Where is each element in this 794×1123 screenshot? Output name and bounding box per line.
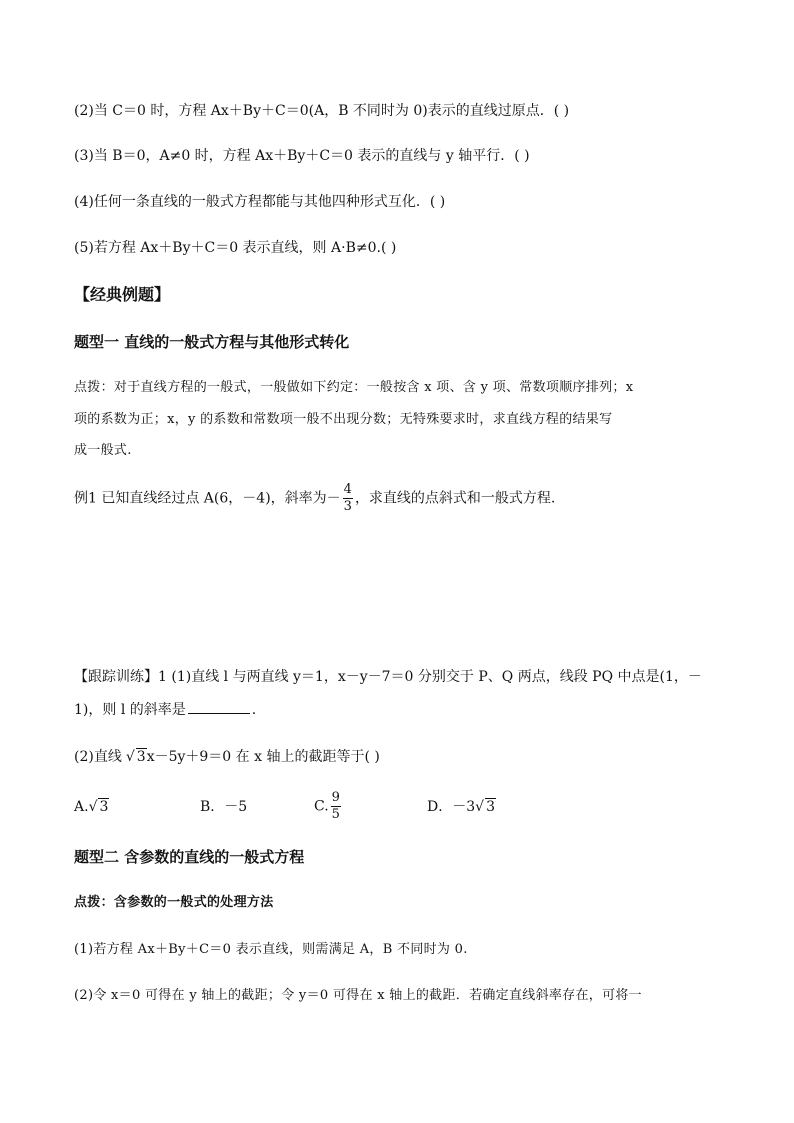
example-1-text-post: ，求直线的点斜式和一般式方程. bbox=[354, 490, 556, 507]
sqrt-sign: √ bbox=[125, 749, 135, 765]
type1-tip-line: 点拨：对于直线方程的一般式，一般做如下约定：一般按含 x 项、含 y 项、常数项顺序排列；x bbox=[74, 380, 634, 395]
judgement-item: (5)若方程 Ax＋By＋C＝0 表示直线，则 A·B≠0.( ) bbox=[74, 240, 397, 256]
fraction-numerator: 9 bbox=[331, 790, 340, 805]
training-line-2 bbox=[74, 699, 256, 720]
fraction-denominator: 3 bbox=[343, 499, 352, 514]
type2-tip-title: 点拨：含参数的一般式的处理方法 bbox=[74, 895, 274, 910]
type2-point-2: (2)令 x＝0 可得在 y 轴上的截距；令 y＝0 可得在 x 轴上的截距．若确定直线斜率存在，可将一 bbox=[74, 988, 642, 1003]
answer-blank[interactable] bbox=[188, 699, 250, 714]
slope-fraction bbox=[343, 482, 353, 515]
judgement-item: (2)当 C＝0 时，方程 Ax＋By＋C＝0(A，B 不同时为 0)表示的直线过原点．( ) bbox=[74, 103, 570, 119]
sqrt-radicand: 3 bbox=[136, 749, 146, 765]
q2-text-pre: (2)直线 bbox=[74, 749, 122, 765]
sqrt-sign: √ bbox=[475, 799, 485, 815]
training-line-1: 【跟踪训练】1 (1)直线 l 与两直线 y＝1，x－y－7＝0 分别交于 P、Q 两点，线段 PQ 中点是(1，－ bbox=[74, 669, 702, 685]
training-question-2 bbox=[74, 747, 380, 767]
option-c bbox=[314, 790, 343, 823]
judgement-item: (4)任何一条直线的一般式方程都能与其他四种形式互化．( ) bbox=[74, 194, 446, 210]
option-d-label: D．－3 bbox=[427, 799, 476, 815]
option-a-label: A. bbox=[74, 799, 89, 815]
q2-text-post: x－5y＋9＝0 在 x 轴上的截距等于( ) bbox=[146, 749, 380, 765]
training-line-2-pre: 1)，则 l 的斜率是 bbox=[74, 702, 186, 718]
example-1 bbox=[74, 482, 555, 515]
fraction-numerator: 4 bbox=[343, 482, 352, 497]
sqrt-sign: √ bbox=[88, 799, 98, 815]
type1-tip-line: 项的系数为正；x，y 的系数和常数项一般不出现分数；无特殊要求时，求直线方程的结果写 bbox=[74, 412, 613, 427]
sqrt-radicand: 3 bbox=[99, 799, 109, 815]
option-c-label: C. bbox=[314, 798, 329, 815]
fraction-denominator: 5 bbox=[331, 807, 340, 822]
sqrt-radicand: 3 bbox=[486, 799, 495, 815]
type2-point-1: (1)若方程 Ax＋By＋C＝0 表示直线，则需满足 A，B 不同时为 0. bbox=[74, 942, 468, 957]
type1-tip-line: 成一般式. bbox=[74, 443, 132, 458]
judgement-item: (3)当 B＝0，A≠0 时，方程 Ax＋By＋C＝0 表示的直线与 y 轴平行．( ) bbox=[74, 148, 530, 164]
type2-heading: 题型二 含参数的直线的一般式方程 bbox=[74, 848, 305, 866]
option-a bbox=[74, 797, 109, 817]
example-1-text-pre: 例1 已知直线经过点 A(6，－4)，斜率为－ bbox=[74, 490, 341, 507]
option-c-fraction bbox=[331, 790, 341, 823]
training-line-2-post: . bbox=[251, 702, 257, 718]
option-b: B．－5 bbox=[200, 799, 248, 815]
section-heading: 【经典例题】 bbox=[74, 285, 171, 304]
type1-heading: 题型一 直线的一般式方程与其他形式转化 bbox=[74, 333, 350, 351]
option-d bbox=[427, 797, 496, 817]
